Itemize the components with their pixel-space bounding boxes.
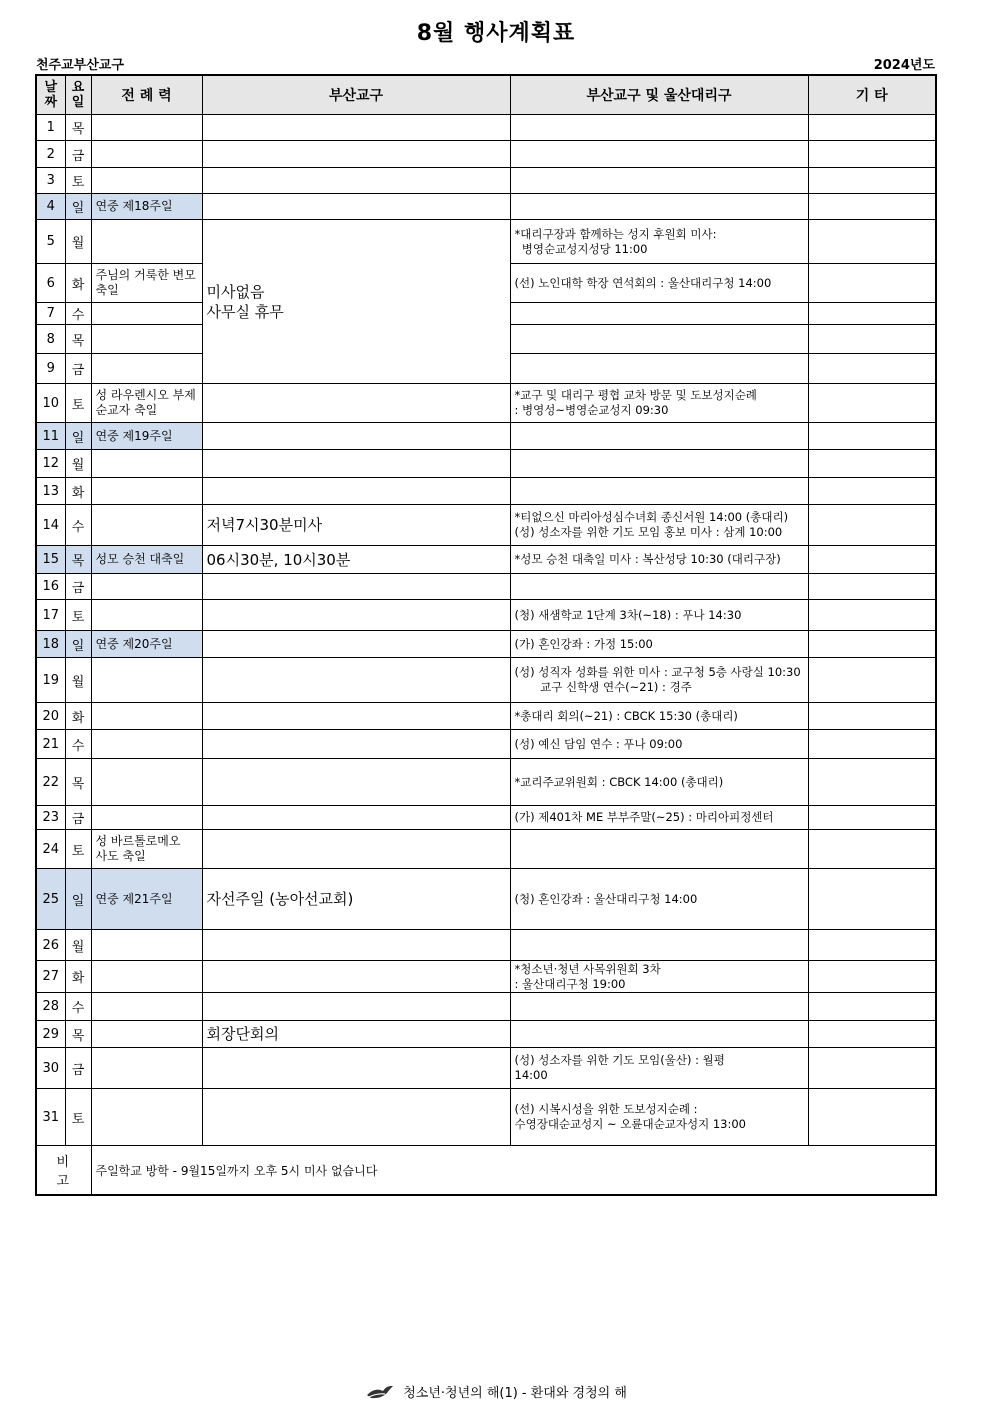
day-cell: 21 [36,730,65,759]
busan-cell [202,961,510,993]
weekday-cell: 목 [65,546,91,574]
ulsan-cell: *총대리 회의(~21) : CBCK 15:30 (총대리) [510,703,808,730]
weekday-cell: 토 [65,168,91,194]
ulsan-cell [510,115,808,141]
liturgy-cell: 성 바르톨로메오 사도 축일 [91,830,202,869]
weekday-cell: 금 [65,354,91,384]
table-row [36,505,936,546]
day-cell: 14 [36,505,65,546]
liturgy-cell: 성모 승천 대축일 [91,546,202,574]
table-row [36,478,936,505]
header-busan: 부산교구 [202,75,510,115]
header-ulsan: 부산교구 및 울산대리구 [510,75,808,115]
table-row [36,930,936,961]
busan-cell [202,450,510,478]
ulsan-cell [510,141,808,168]
table-row [36,631,936,658]
busan-cell [202,930,510,961]
liturgy-cell [91,220,202,264]
etc-cell [808,961,936,993]
ulsan-cell: *교구 및 대리구 평협 교차 방문 및 도보성지순례 : 병영성~병영순교성지 09:30 [510,384,808,423]
busan-cell [202,574,510,600]
busan-cell [202,115,510,141]
day-cell: 26 [36,930,65,961]
day-cell: 1 [36,115,65,141]
liturgy-cell [91,478,202,505]
table-row [36,194,936,220]
weekday-cell: 목 [65,1021,91,1048]
weekday-cell: 월 [65,450,91,478]
weekday-cell: 목 [65,325,91,354]
busan-cell [202,759,510,806]
busan-cell [202,600,510,631]
table-row [36,759,936,806]
weekday-cell: 수 [65,505,91,546]
day-cell: 27 [36,961,65,993]
etc-cell [808,115,936,141]
table-row [36,730,936,759]
liturgy-cell [91,303,202,325]
organization-name: 천주교부산교구 [36,58,124,73]
weekday-cell: 토 [65,384,91,423]
table-row [36,703,936,730]
liturgy-cell [91,703,202,730]
etc-cell [808,384,936,423]
ulsan-cell [510,194,808,220]
etc-cell [808,505,936,546]
liturgy-cell [91,354,202,384]
weekday-cell: 토 [65,1089,91,1146]
day-cell: 22 [36,759,65,806]
ulsan-cell [510,574,808,600]
ulsan-cell [510,830,808,869]
liturgy-cell: 연중 제21주일 [91,869,202,930]
ulsan-cell [510,423,808,450]
ulsan-cell: (성) 성소자를 위한 기도 모임(울산) : 월평 14:00 [510,1048,808,1089]
day-cell: 29 [36,1021,65,1048]
liturgy-cell: 연중 제18주일 [91,194,202,220]
ulsan-cell [510,303,808,325]
ulsan-cell: (선) 노인대학 학장 연석회의 : 울산대리구청 14:00 [510,264,808,303]
weekday-cell: 수 [65,730,91,759]
day-cell: 31 [36,1089,65,1146]
page-title: 8월 행사계획표 [416,21,576,46]
etc-cell [808,759,936,806]
busan-cell [202,1048,510,1089]
etc-cell [808,168,936,194]
liturgy-cell: 주님의 거룩한 변모 축일 [91,264,202,303]
etc-cell [808,830,936,869]
busan-cell [202,993,510,1021]
liturgy-cell [91,993,202,1021]
table-row [36,450,936,478]
day-cell: 16 [36,574,65,600]
busan-cell [202,423,510,450]
day-cell: 18 [36,631,65,658]
liturgy-cell [91,450,202,478]
ulsan-cell: (가) 혼인강좌 : 가정 15:00 [510,631,808,658]
liturgy-cell [91,141,202,168]
liturgy-cell [91,759,202,806]
liturgy-cell [91,930,202,961]
day-cell: 7 [36,303,65,325]
ulsan-cell: *청소년·청년 사목위원회 3차 : 울산대리구청 19:00 [510,961,808,993]
table-row [36,806,936,830]
etc-cell [808,423,936,450]
table-row [36,220,936,264]
ulsan-cell: (청) 혼인강좌 : 울산대리구청 14:00 [510,869,808,930]
ulsan-cell [510,450,808,478]
weekday-cell: 월 [65,220,91,264]
busan-cell [202,194,510,220]
weekday-cell: 월 [65,930,91,961]
etc-cell [808,1089,936,1146]
busan-cell [202,168,510,194]
header-weekday [65,75,91,115]
weekday-cell: 수 [65,303,91,325]
etc-cell [808,478,936,505]
ulsan-cell [510,354,808,384]
weekday-cell: 일 [65,869,91,930]
day-cell: 3 [36,168,65,194]
table-row [36,384,936,423]
weekday-cell: 수 [65,993,91,1021]
header-liturgy: 전 례 력 [91,75,202,115]
ulsan-cell: (선) 시복시성을 위한 도보성지순례 : 수영장대순교성지 ~ 오륜대순교자성지 13:00 [510,1089,808,1146]
table-row [36,869,936,930]
day-cell: 17 [36,600,65,631]
day-cell: 15 [36,546,65,574]
etc-cell [808,600,936,631]
weekday-cell: 토 [65,600,91,631]
busan-cell: 미사없음 사무실 휴무 [202,220,510,384]
day-cell: 20 [36,703,65,730]
ulsan-cell [510,993,808,1021]
day-cell: 5 [36,220,65,264]
table-row [36,961,936,993]
liturgy-cell: 연중 제20주일 [91,631,202,658]
liturgy-cell [91,1048,202,1089]
day-cell: 28 [36,993,65,1021]
table-row [36,115,936,141]
etc-cell [808,703,936,730]
etc-cell [808,325,936,354]
header-weekday-text: 요일 [71,80,85,110]
liturgy-cell [91,505,202,546]
ulsan-cell [510,1021,808,1048]
weekday-cell: 화 [65,703,91,730]
weekday-cell: 목 [65,759,91,806]
day-cell: 4 [36,194,65,220]
weekday-cell: 화 [65,961,91,993]
header-day [36,75,65,115]
weekday-cell: 일 [65,194,91,220]
year-label: 2024년도 [873,58,935,73]
table-row [36,141,936,168]
day-cell: 30 [36,1048,65,1089]
day-cell: 24 [36,830,65,869]
day-cell: 11 [36,423,65,450]
weekday-cell: 월 [65,658,91,703]
liturgy-cell [91,600,202,631]
liturgy-cell [91,961,202,993]
weekday-cell: 금 [65,141,91,168]
schedule-table [35,74,937,1196]
ulsan-cell: *성모 승천 대축일 미사 : 복산성당 10:30 (대리구장) [510,546,808,574]
ulsan-cell: *티없으신 마리아성심수녀회 종신서원 14:00 (총대리) (성) 성소자를 위한 기도 모임 홍보 미사 : 삼계 10:00 [510,505,808,546]
etc-cell [808,1048,936,1089]
footer [0,1382,992,1405]
remark-row [36,1146,936,1196]
remark-label: 비 고 [36,1146,91,1196]
ulsan-cell: (가) 제401차 ME 부부주말(~25) : 마리아피정센터 [510,806,808,830]
busan-cell: 자선주일 (농아선교회) [202,869,510,930]
etc-cell [808,806,936,830]
busan-cell [202,703,510,730]
etc-cell [808,869,936,930]
ulsan-cell [510,478,808,505]
weekday-cell: 토 [65,830,91,869]
day-cell: 13 [36,478,65,505]
header-day-text: 날짜 [44,80,58,110]
busan-cell: 저녁7시30분미사 [202,505,510,546]
busan-cell: 회장단회의 [202,1021,510,1048]
etc-cell [808,303,936,325]
etc-cell [808,354,936,384]
ulsan-cell [510,325,808,354]
liturgy-cell [91,1021,202,1048]
busan-cell [202,478,510,505]
busan-cell [202,141,510,168]
ulsan-cell: (성) 예신 담임 연수 : 푸나 09:00 [510,730,808,759]
etc-cell [808,730,936,759]
liturgy-cell [91,115,202,141]
ulsan-cell: *대리구장과 함께하는 성지 후원회 미사: 병영순교성지성당 11:00 [510,220,808,264]
busan-cell: 06시30분, 10시30분 [202,546,510,574]
footer-text: 청소년·청년의 해(1) - 환대와 경청의 해 [403,1386,627,1401]
liturgy-cell [91,806,202,830]
header-etc: 기 타 [808,75,936,115]
etc-cell [808,993,936,1021]
header-row [36,75,936,115]
weekday-cell: 금 [65,806,91,830]
busan-cell [202,384,510,423]
ulsan-cell [510,930,808,961]
etc-cell [808,930,936,961]
day-cell: 12 [36,450,65,478]
etc-cell [808,450,936,478]
etc-cell [808,1021,936,1048]
table-row [36,546,936,574]
day-cell: 25 [36,869,65,930]
liturgy-cell [91,325,202,354]
busan-cell [202,806,510,830]
weekday-cell: 화 [65,478,91,505]
day-cell: 8 [36,325,65,354]
table-row [36,1021,936,1048]
schedule-body [36,115,936,1146]
weekday-cell: 금 [65,1048,91,1089]
etc-cell [808,194,936,220]
busan-cell [202,1089,510,1146]
etc-cell [808,141,936,168]
ulsan-cell: (성) 성직자 성화를 위한 미사 : 교구청 5층 사랑실 10:30 교구 신학생 연수(~21) : 경주 [510,658,808,703]
etc-cell [808,264,936,303]
liturgy-cell [91,730,202,759]
day-cell: 6 [36,264,65,303]
day-cell: 2 [36,141,65,168]
day-cell: 19 [36,658,65,703]
liturgy-cell [91,168,202,194]
liturgy-cell [91,1089,202,1146]
weekday-cell: 목 [65,115,91,141]
dove-logo-icon [365,1383,395,1405]
table-row [36,993,936,1021]
liturgy-cell: 연중 제19주일 [91,423,202,450]
table-row [36,1089,936,1146]
weekday-cell: 금 [65,574,91,600]
liturgy-cell: 성 라우렌시오 부제 순교자 축일 [91,384,202,423]
etc-cell [808,574,936,600]
day-cell: 23 [36,806,65,830]
etc-cell [808,546,936,574]
ulsan-cell: *교리주교위원회 : CBCK 14:00 (총대리) [510,759,808,806]
etc-cell [808,631,936,658]
weekday-cell: 일 [65,423,91,450]
table-row [36,600,936,631]
ulsan-cell [510,168,808,194]
liturgy-cell [91,574,202,600]
busan-cell [202,631,510,658]
ulsan-cell: (청) 새샘학교 1단계 3차(~18) : 푸나 14:30 [510,600,808,631]
remark-text: 주일학교 방학 - 9월15일까지 오후 5시 미사 없습니다 [91,1146,936,1196]
weekday-cell: 화 [65,264,91,303]
table-row [36,1048,936,1089]
weekday-cell: 일 [65,631,91,658]
etc-cell [808,220,936,264]
table-row [36,830,936,869]
busan-cell [202,730,510,759]
etc-cell [808,658,936,703]
table-row [36,658,936,703]
table-row [36,574,936,600]
busan-cell [202,658,510,703]
table-row [36,168,936,194]
liturgy-cell [91,658,202,703]
day-cell: 10 [36,384,65,423]
table-row [36,423,936,450]
day-cell: 9 [36,354,65,384]
busan-cell [202,830,510,869]
